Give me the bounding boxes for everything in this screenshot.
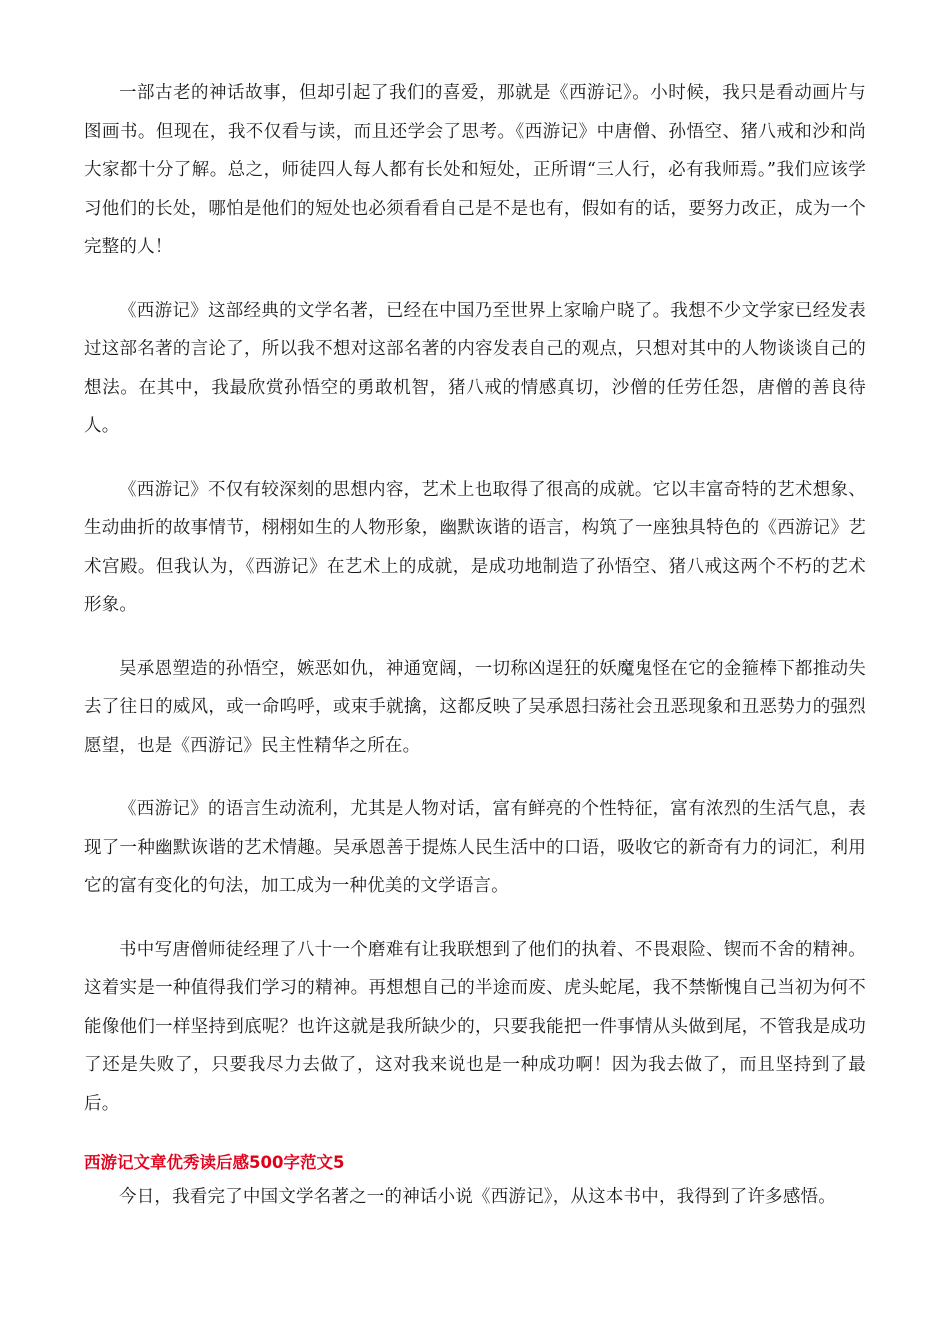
- paragraph-5: 《西游记》的语言生动流利，尤其是人物对话，富有鲜亮的个性特征，富有浓烈的生活气息，表现了一种幽默诙谐的艺术情趣。吴承恩善于提炼人民生活中的口语，吸收它的新奇有力的词汇，利用它的富有变化的句法，加工成为一种优美的文学语言。: [84, 799, 866, 896]
- paragraph-final: 今日，我看完了中国文学名著之一的神话小说《西游记》，从这本书中，我得到了许多感悟。: [119, 1187, 836, 1207]
- paragraph-6: 书中写唐僧师徒经理了八十一个磨难有让我联想到了他们的执着、不畏艰险、锲而不舍的精神。这着实是一种值得我们学习的精神。再想想自己的半途而废、虎头蛇尾，我不禁惭愧自己当初为何不能像他们一样坚持到底呢？也许这就是我所缺少的，只要我能把一件事情从头做到尾，不管我是成功了还是失败了，只要我尽力去做了，这对我来说也是一种成功啊！因为我去做了，而且坚持到了最后。: [84, 939, 866, 1114]
- document-page: [84, 74, 866, 1242]
- paragraph-3: 《西游记》不仅有较深刻的思想内容，艺术上也取得了很高的成就。它以丰富奇特的艺术想象、生动曲折的故事情节，栩栩如生的人物形象，幽默诙谐的语言，构筑了一座独具特色的《西游记》艺术宫殿。但我认为，《西游记》在艺术上的成就，是成功地制造了孙悟空、猪八戒这两个不朽的艺术形象。: [84, 479, 866, 615]
- section-heading: 西游记文章优秀读后感500字范文5: [84, 1153, 345, 1172]
- paragraph-4: 吴承恩塑造的孙悟空，嫉恶如仇，神通宽阔，一切称凶逞狂的妖魔鬼怪在它的金箍棒下都推动失去了往日的威风，或一命呜呼，或束手就擒，这都反映了吴承恩扫荡社会丑恶现象和丑恶势力的强烈愿望，也是《西游记》民主性精华之所在。: [84, 658, 866, 756]
- paragraph-2: 《西游记》这部经典的文学名著，已经在中国乃至世界上家喻户晓了。我想不少文学家已经发表过这部名著的言论了，所以我不想对这部名著的内容发表自己的观点，只想对其中的人物谈谈自己的想法。在其中，我最欣赏孙悟空的勇敢机智，猪八戒的情感真切，沙僧的任劳任怨，唐僧的善良待人。: [84, 300, 866, 436]
- paragraph-1: 一部古老的神话故事，但却引起了我们的喜爱，那就是《西游记》。小时候，我只是看动画片与图画书。但现在，我不仅看与读，而且还学会了思考。《西游记》中唐僧、孙悟空、猪八戒和沙和尚大家都十分了解。总之，师徒四人每人都有长处和短处，正所谓“三人行，必有我师焉。”我们应该学习他们的长处，哪怕是他们的短处也必须看看自己是不是也有，假如有的话，要努力改正，成为一个完整的人！: [84, 83, 866, 257]
